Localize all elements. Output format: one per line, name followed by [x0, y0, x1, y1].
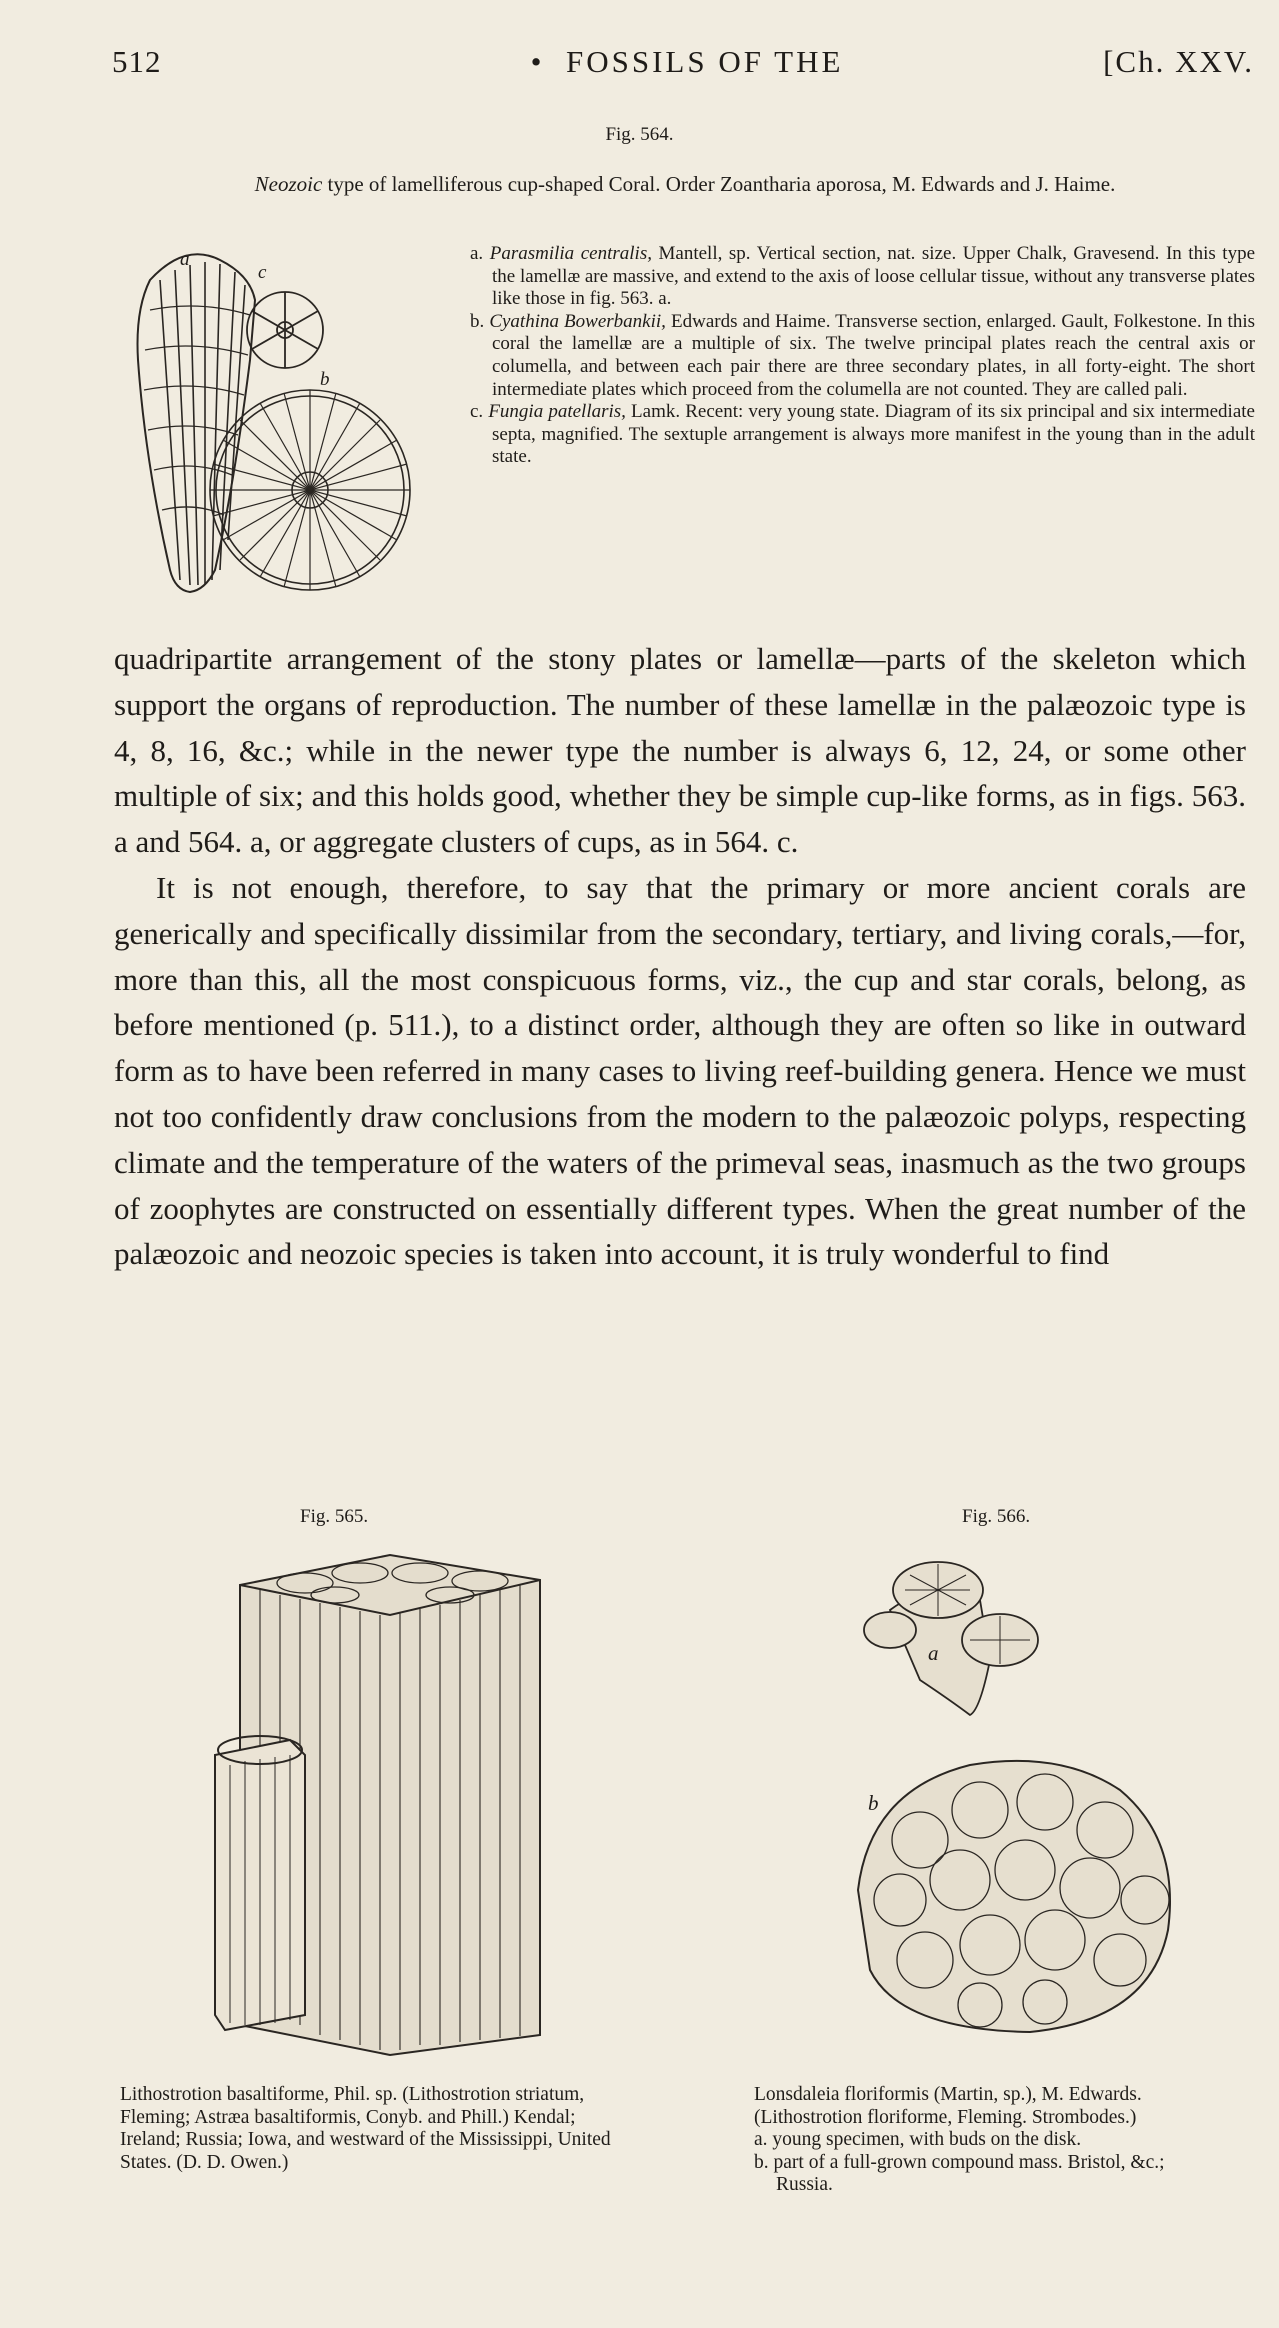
fig566-item-a: a. young specimen, with buds on the disk. [754, 2129, 1082, 2150]
paragraph-2: It is not enough, therefore, to say that the primary or more ancient corals are generically and specifically dissimilar from the secondary, tertiary, and living corals,—for, more than this, all the most conspicuous forms, viz., the cup and star corals, belong, as before mentioned (p. 511.), to a distinct order, although they are often so like in outward form as to have been referred in many cases to living reef-building genera. Hence we must not too confidently draw conclusions from the modern to the palæozoic polyps, respecting climate and the temperature of the waters of the primeval seas, inasmuch as the two groups of zoophytes are constructed on essentially different types. When the great number of the palæozoic and neozoic species is taken into account, it is truly wonderful to find [114, 869, 1246, 1272]
page-number: 512 [112, 44, 162, 79]
body-text [114, 636, 1246, 1277]
fig564c-diagram [247, 292, 323, 368]
fig564b-transverse-section [210, 390, 410, 590]
fig566-caption-head: Lonsdaleia floriformis (Martin, sp.), M. Edwards. (Lithostrotion floriforme, Fleming. Strombodes.) [754, 2084, 1142, 2128]
fig566-item-b: b. part of a full-grown compound mass. Bristol, &c.; Russia. [754, 2151, 1165, 2195]
paragraph-1: quadripartite arrangement of the stony plates or lamellæ—parts of the skeleton which support the organs of reproduction. The number of these lamellæ in the palæozoic type is 4, 8, 16, &c.; while in the newer type the number is always 6, 12, 24, or some other multiple of six; and this holds good, whether they be simple cup-like forms, as in figs. 563. a and 564. a, or aggregate clusters of cups, as in 564. c. [114, 641, 1246, 860]
fig564a-vertical-section [138, 254, 256, 592]
running-header [112, 44, 1262, 84]
fig566b-compound-mass [858, 1761, 1170, 2032]
fig565-label: Fig. 565. [300, 1506, 369, 1527]
fig564-legend [470, 243, 1255, 469]
fig564-label: Fig. 564. [605, 124, 674, 145]
chapter-label: [Ch. XXV. [1103, 44, 1254, 79]
fig564-title: Neozoic type of lamelliferous cup-shaped Coral. Order Zoantharia aporosa, M. Edwards and J. Haime. [254, 172, 1116, 196]
fig566-label: Fig. 566. [962, 1506, 1031, 1527]
fig564-letter-a: a [180, 249, 190, 270]
legend-item-c: c. Fungia patellaris, Lamk. Recent: very young state. Diagram of its six principal and six intermediate septa, magnified. The sextuple arrangement is always more manifest in the young than in the adult state. [470, 401, 1255, 468]
fig566-caption [754, 2084, 1214, 2197]
fig566-illustration [830, 1540, 1250, 2060]
fig566a-young-specimen [864, 1562, 1038, 1715]
header-bullet: • [530, 44, 545, 79]
running-title: FOSSILS OF THE [565, 44, 844, 79]
fig566-letter-b: b [868, 1791, 879, 1815]
fig565-illustration [210, 1545, 650, 2065]
fig566-letter-a: a [928, 1641, 939, 1665]
fig564-letter-c: c [258, 262, 267, 283]
legend-item-a: a. Parasmilia centralis, Mantell, sp. Vertical section, nat. size. Upper Chalk, Gravesend. In this type the lamellæ are massive, and extend to the axis of loose cellular tissue, without any transverse plates like those in fig. 563. a. [470, 243, 1256, 310]
fig564-illustration [120, 240, 470, 610]
fig564-letter-b: b [320, 369, 330, 390]
legend-item-b: b. Cyathina Bowerbankii, Edwards and Haime. Transverse section, enlarged. Gault, Folkestone. In this coral the lamellæ are a multiple of six. The twelve principal plates reach the central axis or columella, and between each pair there are three secondary plates, in all forty-eight. The short intermediate plates which proceed from the columella are not counted. They are called pali. [470, 310, 1256, 400]
fig565-caption: Lithostrotion basaltiforme, Phil. sp. (Lithostrotion striatum, Fleming; Astræa basaltiformis, Conyb. and Phill.) Kendal; Ireland; Russia; Iowa, and westward of the Mississippi, United States. (D. D. Owen.) [120, 2084, 611, 2173]
